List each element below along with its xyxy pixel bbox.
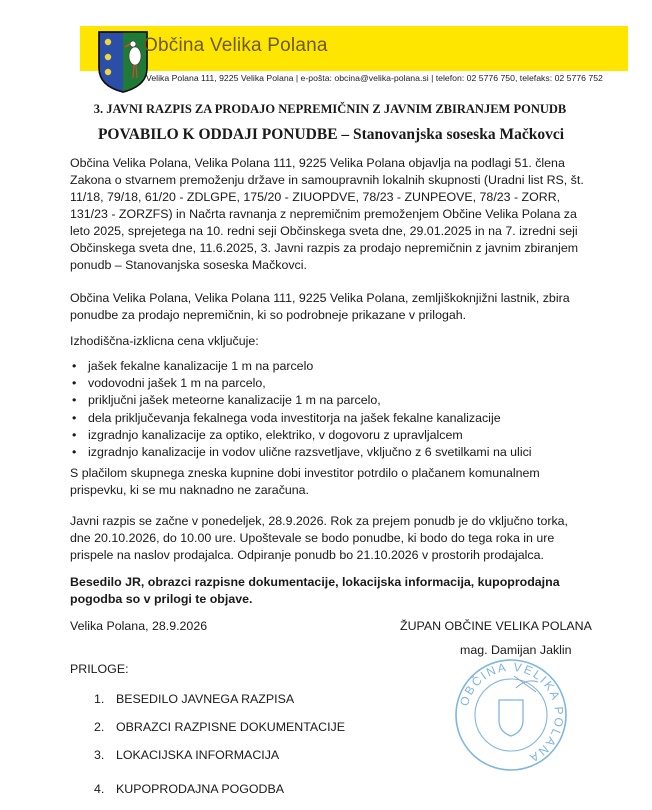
- list-item: • vodovodni jašek 1 m na parcelo,: [70, 375, 532, 392]
- mayor-title: ŽUPAN OBČINE VELIKA POLANA: [400, 619, 592, 633]
- header-contact: Velika Polana 111, 9225 Velika Polana | e-pošta: obcina@velika-polana.si | telefon: 02 5776 750, telefaks: 02 5776 752: [146, 73, 603, 83]
- paragraph-attachments-note: Besedilo JR, obrazci razpisne dokumentacije, lokacijska informacija, kupoprodajna pogodba so v prilogi te objave.: [70, 575, 560, 606]
- municipality-crest-icon: [97, 30, 149, 94]
- paragraph-payment: S plačilom skupnega zneska kupnine dobi investitor potrdilo o plačanem komunalnem prispevku, ki se mu naknadno ne zaračuna.: [70, 466, 540, 497]
- attachment-item: 4. KUPOPRODAJNA POGODBA: [94, 782, 284, 796]
- invitation-heading: POVABILO K ODDAJI PONUDBE – Stanovanjska soseska Mačkovci: [97, 126, 565, 143]
- list-item: • izgradnjo kanalizacije in vodov ulične razsvetljave, vključno z 6 svetilkami na ulici: [70, 444, 532, 461]
- paragraph-legal-basis: Občina Velika Polana, Velika Polana 111, 9225 Velika Polana objavlja na podlagi 51. člena Zakona o stvarnem premoženju države in samoupravnih lokalnih skupnosti (Uradni list RS, št. 11/18, 79/18, 61/20 - ZDLGPE, 175/20 - ZIUOPDVE, 78/23 - ZUNPEOVE, 78/23 - ZORR, 131/23 - ZORZFS) in Načrta ravnanja z nepremičnim premoženjem Občine Velika Polana za leto 2025, sprejetega na 10. redni seji Občinskega sveta dne, 29.01.2025 in na 7. izredni seji Občinskega sveta dne, 11.6.2025, 3. Javni razpis za prodajo nepremičnin z javnim zbiranjem ponudb – Stanovanjska soseska Mačkovci.: [70, 156, 584, 272]
- place-date: Velika Polana, 28.9.2026: [70, 619, 208, 633]
- list-item: • dela priključevanja fekalnega voda investitorja na jašek fekalne kanalizacije: [70, 410, 532, 427]
- mayor-name: mag. Damijan Jaklin: [460, 643, 572, 657]
- attachments-list: [94, 692, 345, 810]
- list-item: • izgradnjo kanalizacije za optiko, elektriko, v dogovoru z upravljalcem: [70, 427, 532, 444]
- list-item: • priključni jašek meteorne kanalizacije 1 m na parcelo,: [70, 392, 532, 409]
- paragraph-deadlines: Javni razpis se začne v ponedeljek, 28.9.2026. Rok za prejem ponudb je do vključno torka, dne 20.10.2026, do 10.00 ure. Upoštevale se bodo ponudbe, ki bodo do tega roka in ure prispele na naslov prodajalca. Odpiranje ponudb bo 21.10.2026 v prostorih prodajalca.: [70, 514, 568, 562]
- attachment-item: 1. BESEDILO JAVNEGA RAZPISA: [94, 692, 295, 706]
- header-title: Občina Velika Polana: [143, 35, 328, 56]
- price-items-list: [70, 358, 532, 461]
- price-includes-label: Izhodiščna-izklicna cena vključuje:: [70, 334, 259, 348]
- official-stamp-icon: [452, 656, 570, 774]
- stamp-text: OBČINA VELIKA POLANA: [456, 659, 567, 766]
- paragraph-owner: Občina Velika Polana, Velika Polana 111, 9225 Velika Polana, zemljiškoknjižni lastnik, zbira ponudbe za prodajo nepremičnin, ki so podrobneje prikazane v prilogah.: [70, 291, 570, 322]
- tender-heading: 3. JAVNI RAZPIS ZA PRODAJO NEPREMIČNIN Z JAVNIM ZBIRANJEM PONUDB: [93, 102, 567, 116]
- list-item: • jašek fekalne kanalizacije 1 m na parcelo: [70, 358, 532, 375]
- attachment-item: 3. LOKACIJSKA INFORMACIJA: [94, 748, 280, 762]
- attachments-label: PRILOGE:: [70, 662, 129, 676]
- attachment-item: 2. OBRAZCI RAZPISNE DOKUMENTACIJE: [94, 720, 346, 734]
